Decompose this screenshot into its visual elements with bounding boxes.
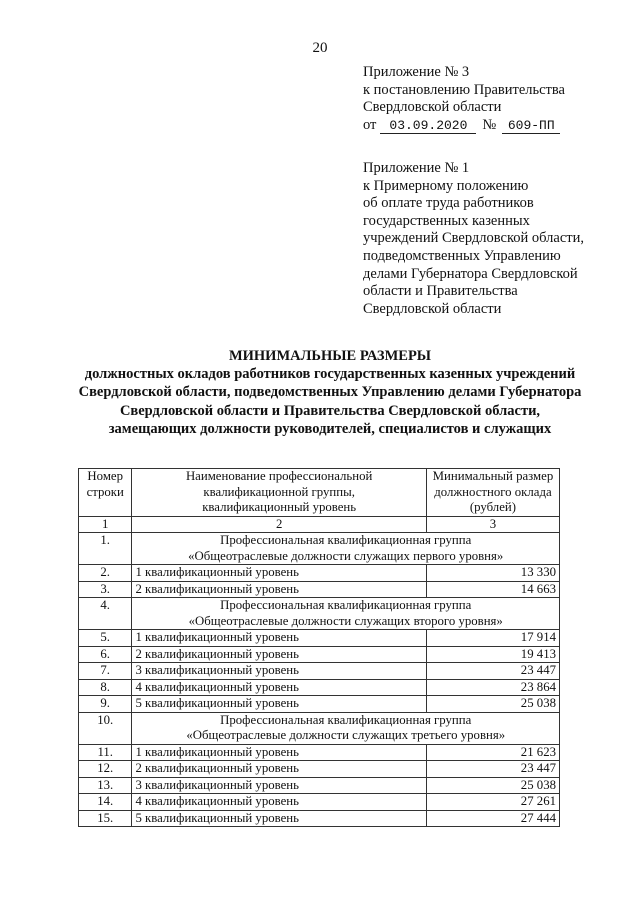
salary-value: 19 413 [426,646,559,663]
table-row [79,565,560,582]
header-text: квалификационной группы, [203,484,355,499]
header-text: Минимальный размер [432,469,554,483]
table-row [79,679,560,696]
order-reference [363,117,565,135]
document-title [60,347,600,438]
group-title-line: «Общеотраслевые должности служащих первого уровня» [188,548,504,563]
salary-value: 23 447 [426,663,559,680]
group-title-line: «Общеотраслевые должности служащих второго уровня» [188,613,503,628]
salary-value: 23 447 [426,761,559,778]
table-row [79,744,560,761]
row-number: 4. [79,598,132,630]
qualification-level: 3 квалификационный уровень [132,777,426,794]
table-row [79,630,560,647]
salary-value: 27 261 [426,794,559,811]
row-number: 5. [79,630,132,647]
salary-value: 13 330 [426,565,559,582]
qualification-level: 5 квалификационный уровень [132,696,426,713]
table-row [79,761,560,778]
table-row [79,810,560,827]
qualification-level: 4 квалификационный уровень [132,679,426,696]
column-number: 3 [426,516,559,533]
table-body [79,533,560,827]
row-number: 9. [79,696,132,713]
row-number: 12. [79,761,132,778]
appendix-1-line: подведомственных Управлению [363,247,561,264]
group-row [79,533,560,565]
title-line: Свердловской области и Правительства Свердловской области, [119,402,541,419]
group-row [79,598,560,630]
qualification-level: 1 квалификационный уровень [132,744,426,761]
title-line: должностных окладов работников государственных казенных учреждений [84,366,576,383]
order-number: 609-ПП [502,118,560,134]
group-title-line: Профессиональная квалификационная группа [220,712,472,727]
salary-value: 17 914 [426,630,559,647]
qualification-level: 1 квалификационный уровень [132,630,426,647]
header-text: Номер [87,469,123,483]
column-number-row [79,516,560,533]
page-number: 20 [312,40,328,56]
appendix-1-line: учреждений Свердловской области, [363,230,584,247]
appendix-1-line: Свердловской области [363,300,502,317]
row-number: 3. [79,581,132,598]
group-title [132,712,560,744]
column-number: 1 [79,516,132,533]
appendix-1-line: об оплате труда работников [363,195,534,212]
number-label: № [482,116,497,133]
title-line: замещающих должности руководителей, специалистов и служащих [108,420,552,437]
salary-value: 21 623 [426,744,559,761]
row-number: 14. [79,794,132,811]
appendix-1-line: к Примерному положению [363,177,529,194]
appendix-3-line: к постановлению Правительства [363,81,565,98]
salary-value: 14 663 [426,581,559,598]
salary-value: 27 444 [426,810,559,827]
qualification-level: 3 квалификационный уровень [132,663,426,680]
row-number: 8. [79,679,132,696]
appendix-3-line: Свердловской области [363,99,502,116]
header-text: (рублей) [469,500,516,514]
order-date: 03.09.2020 [380,118,476,134]
row-number: 11. [79,744,132,761]
group-title-line: Профессиональная квалификационная группа [220,533,472,547]
header-text: Наименование профессиональной [185,469,373,483]
row-number: 15. [79,810,132,827]
group-title [132,533,560,565]
row-number: 13. [79,777,132,794]
qualification-level: 2 квалификационный уровень [132,761,426,778]
header-text: квалификационный уровень [202,500,357,514]
row-number: 7. [79,663,132,680]
salary-value: 23 864 [426,679,559,696]
row-number: 1. [79,533,132,565]
group-title-line: «Общеотраслевые должности служащих третьего уровня» [186,728,506,742]
table-header-row [79,469,560,517]
row-number: 6. [79,646,132,663]
table-row [79,777,560,794]
qualification-level: 2 квалификационный уровень [132,581,426,598]
qualification-level: 4 квалификационный уровень [132,794,426,811]
qualification-level: 1 квалификационный уровень [132,565,426,582]
table-row [79,663,560,680]
table-row [79,794,560,811]
appendix-3-block [363,64,565,134]
header-text: должностного оклада [434,484,552,499]
table-row [79,696,560,713]
appendix-1-block [363,160,584,318]
table-row [79,581,560,598]
qualification-level: 5 квалификационный уровень [132,810,426,827]
header-group-name [132,469,426,517]
salary-value: 25 038 [426,696,559,713]
header-salary [426,469,559,517]
header-row-number [79,469,132,517]
appendix-1-line: Приложение № 1 [363,160,470,176]
table-row [79,646,560,663]
group-title [132,598,560,630]
appendix-1-line: делами Губернатора Свердловской [363,265,578,282]
from-label: от [363,116,377,133]
salary-value: 25 038 [426,777,559,794]
column-number: 2 [132,516,426,533]
title-line: МИНИМАЛЬНЫЕ РАЗМЕРЫ [228,348,432,364]
appendix-1-line: области и Правительства [363,283,518,300]
group-row [79,712,560,744]
salary-table [78,468,560,827]
header-text: строки [86,484,124,499]
appendix-3-line: Приложение № 3 [363,64,470,80]
row-number: 2. [79,565,132,582]
appendix-1-line: государственных казенных [363,212,530,229]
title-line: Свердловской области, подведомственных Управлению делами Губернатора [78,384,582,401]
row-number: 10. [79,712,132,744]
qualification-level: 2 квалификационный уровень [132,646,426,663]
group-title-line: Профессиональная квалификационная группа [220,598,472,612]
